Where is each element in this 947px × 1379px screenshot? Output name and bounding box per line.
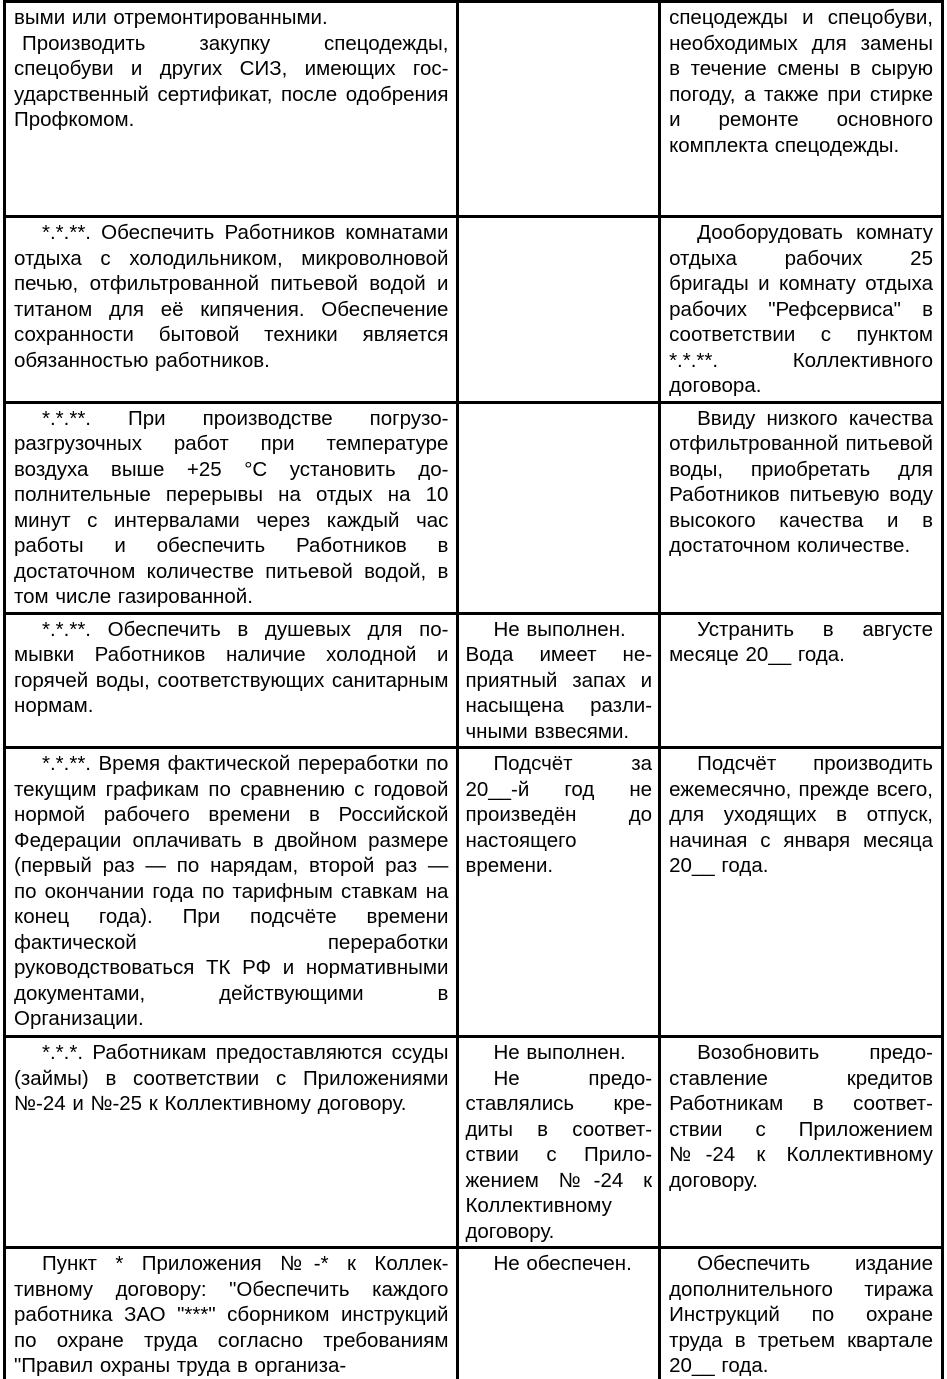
paragraph: Не обеспечен. [493, 1252, 632, 1275]
table-cell-r7c2 [458, 1248, 660, 1379]
paragraph: Дооборудовать комнату отдыха рабочих 25 бригады и комнату отдыха рабочих "Рефсервиса" в соответствии с пунктом *.*.**. Коллективного договора. [669, 221, 933, 397]
paragraph: Не выполнен. [493, 617, 626, 641]
paragraph: Обеспечить издание дополнительного тиража Инструкций по охране труда в третьем квартале 20__ года. [669, 1252, 933, 1377]
table-cell-r1c3 [660, 2, 943, 217]
paragraph: Пункт * Приложения №-* к Коллективному договору: "Обеспечить каждого работника ЗАО "***" сборником инструкций по охране труда согласно требованиям "Правил охраны труда в организа- [14, 1252, 449, 1377]
paragraph: *.*.*. Работникам предоставляются ссуды (займы) в соответствии с Приложениями №-24 и №-25 к Коллективному договору. [14, 1041, 449, 1115]
table-cell-r5c3 [660, 748, 943, 1037]
table-row [5, 1037, 943, 1248]
table-row [5, 2, 943, 217]
table-row [5, 217, 943, 403]
paragraph: Возобновить предоставление кредитов Работникам в соответствии с Приложением №-24 к Коллективному договору. [669, 1041, 933, 1192]
table-cell-r7c1 [5, 1248, 458, 1379]
table-row [5, 613, 943, 748]
paragraph: Вода имеет неприятный запах и насыщена различными взвесями. [465, 643, 653, 743]
paragraph: Не предоставлялись кредиты в соответствии с Приложением №-24 к Коллективному договору. [465, 1066, 653, 1243]
table-cell-r2c2 [458, 217, 660, 403]
table-cell-r3c1 [5, 402, 458, 613]
paragraph: Подсчёт за 20__-й год не произведён до настоящего времени. [465, 752, 653, 877]
table-cell-r2c3 [660, 217, 943, 403]
table-cell-r5c2 [458, 748, 660, 1037]
table-row [5, 1248, 943, 1379]
table-cell-r3c3 [660, 402, 943, 613]
table-cell-r1c2 [458, 2, 660, 217]
table-row [5, 748, 943, 1037]
table-cell-r5c1 [5, 748, 458, 1037]
paragraph: Не выполнен. [493, 1041, 626, 1064]
paragraph: *.*.**. Обеспечить в душевых для помывки Работников наличие холодной и горячей воды, соответствующих санитарным нормам. [14, 617, 449, 717]
paragraph: Ввиду низкого качества отфильтрованной питьевой воды, приобретать для Работников питьевую воду высокого качества и в достаточном количестве. [669, 406, 933, 557]
table-body [5, 2, 943, 1379]
table-cell-r4c2 [458, 613, 660, 748]
paragraph: Производить закупку спецодежды, спецобуви и других СИЗ, имеющих государственный сертификат, после одобрения Профкомом. [14, 31, 449, 131]
table-cell-r1c1 [5, 2, 458, 217]
table-cell-r3c2 [458, 402, 660, 613]
paragraph: Устранить в августе месяце 20__ года. [669, 617, 933, 666]
table-cell-r6c3 [660, 1037, 943, 1248]
paragraph: Подсчёт производить ежемесячно, прежде всего, для уходящих в отпуск, начиная с января месяца 20__ года. [669, 752, 933, 877]
paragraph: *.*.**. Обеспечить Работников комнатами отдыха с холодильником, микроволновой печью, отфильтрованной питьевой водой и титаном для её кипячения. Обеспечение сохранности бытовой техники является обязанностью работников. [14, 221, 449, 372]
paragraph: выми или отремонтированными. [14, 6, 328, 29]
table-cell-r4c3 [660, 613, 943, 748]
compliance-table [3, 0, 944, 1379]
paragraph: спецодежды и спецобуви, необходимых для замены в течение смены в сырую погоду, а также при стирке и ремонте основного комплекта спецодежды. [669, 6, 933, 157]
paragraph: *.*.**. Время фактической переработки по текущим графикам по сравнению с годовой нормой рабочего времени в Российской Федерации оплачивать в двойном размере (первый раз — по нарядам, второй раз — по окончании года по тарифным ставкам на конец года). При подсчёте времени фактической переработки руководствоваться ТК РФ и нормативными документами, действующими в Организации. [14, 752, 449, 1030]
table-row [5, 402, 943, 613]
table-cell-r4c1 [5, 613, 458, 748]
table-cell-r2c1 [5, 217, 458, 403]
table-cell-r7c3 [660, 1248, 943, 1379]
paragraph: *.*.**. При производстве погрузо-разгрузочных работ при температуре воздуха выше +25 °С установить дополнительные перерывы на отдых на 10 минут с интервалами через каждый час работы и обеспечить Работников в достаточном количестве питьевой водой, в том числе газированной. [14, 406, 449, 608]
table-cell-r6c2 [458, 1037, 660, 1248]
table-cell-r6c1 [5, 1037, 458, 1248]
